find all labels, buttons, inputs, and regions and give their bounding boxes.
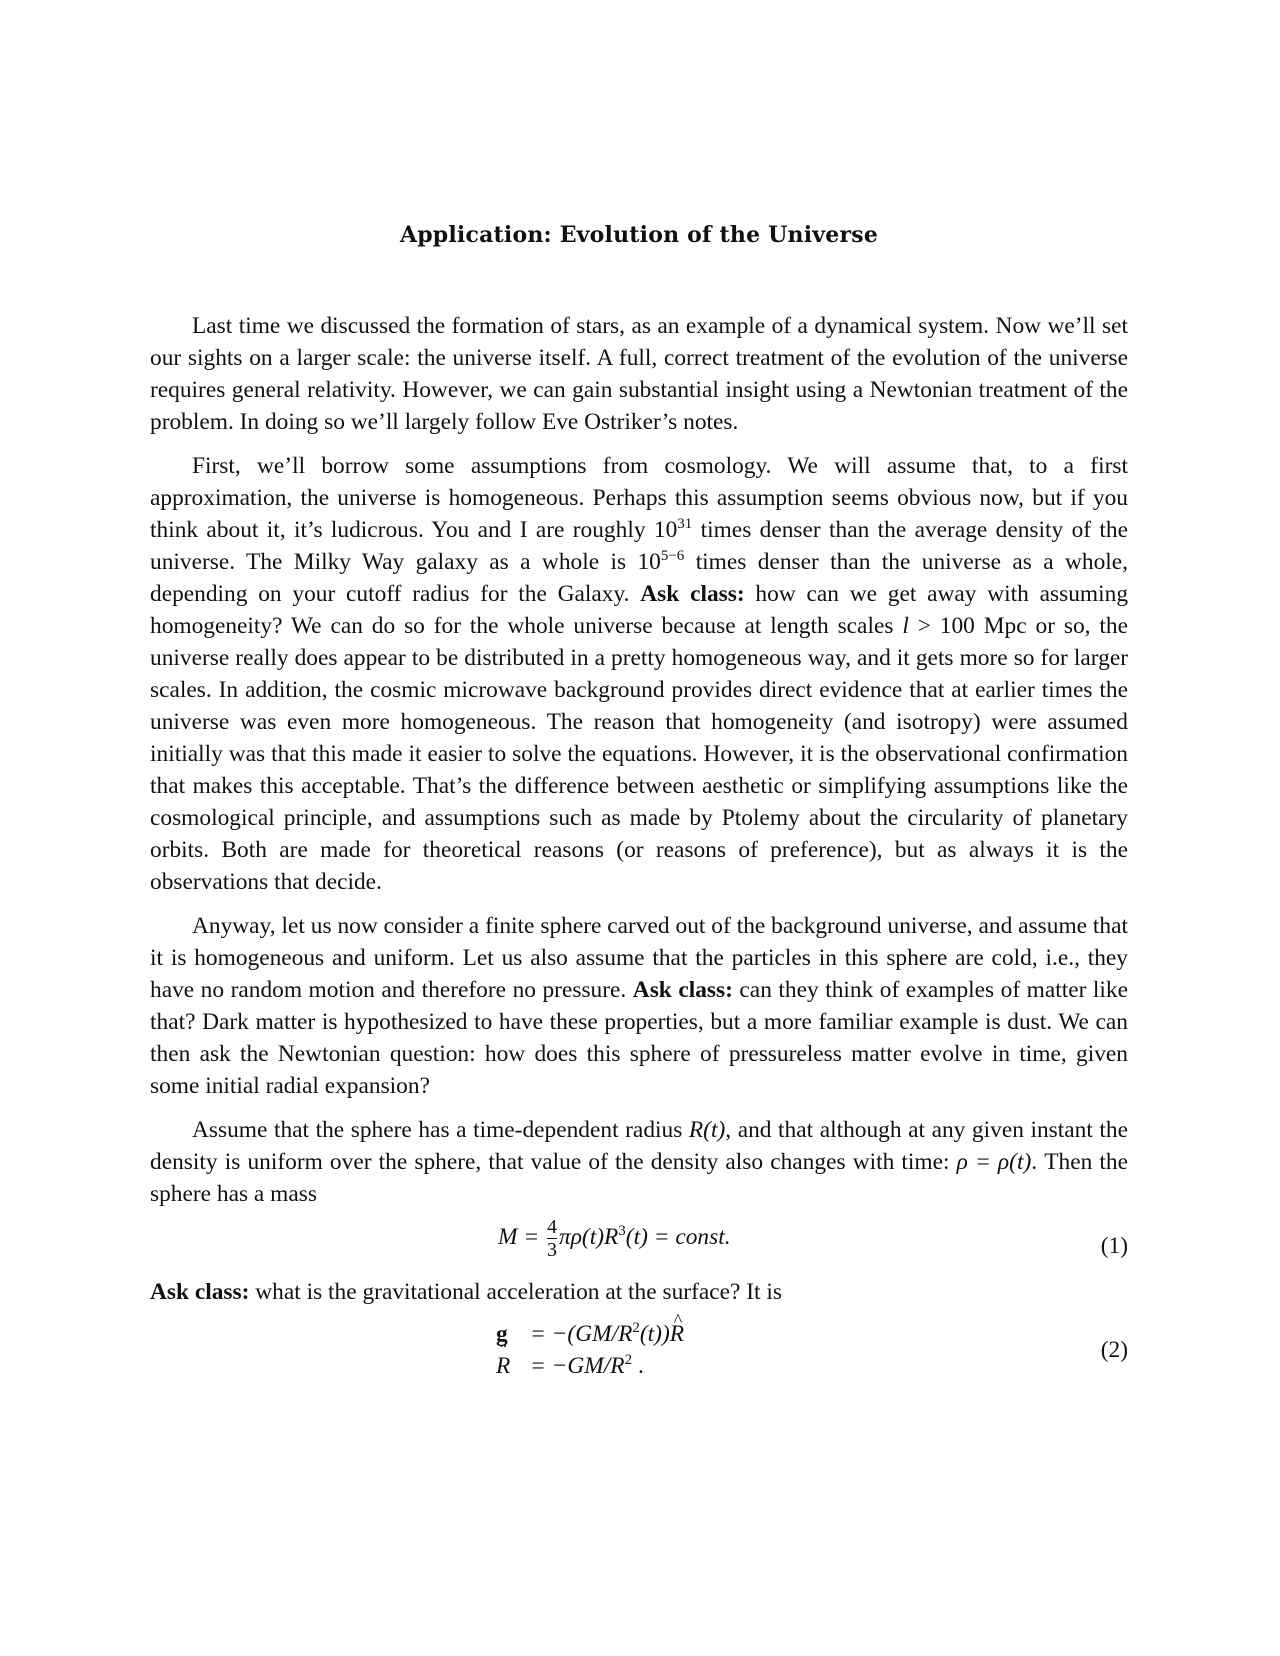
equation-1-rhs: πρ(t)R [558, 1223, 619, 1250]
paragraph-4-text-c: . Then the sphere has a mass [150, 1149, 1128, 1207]
paragraph-4 [150, 1114, 1128, 1210]
equation-1-tail: (t) = const. [625, 1223, 731, 1250]
paragraph-2-text-a: First, we’ll borrow some assumptions from cosmology. We will assume that, to a first approximation, the universe is homogeneous. Perhaps this assumption seems obvious now, but if you think about it, it’s ludicrous. You and I are roughly 10 [150, 453, 1128, 543]
fraction-four-thirds [547, 1216, 557, 1261]
equation-2-line-1 [496, 1318, 684, 1350]
exponent-31: 31 [677, 516, 693, 532]
document-page [150, 0, 1128, 1656]
equation-1-number: (1) [1100, 1233, 1128, 1259]
radial-unit-vector: ^ R [670, 1318, 684, 1350]
equation-2-line-2-rhs: = −GM/R [530, 1353, 625, 1379]
paragraph-2 [150, 450, 1128, 898]
paragraph-2-text-c: times denser than the universe as a whole, depending on your cutoff radius for the Galaxy. [150, 549, 1129, 607]
equation-2-line-1-exponent: 2 [632, 1320, 640, 1336]
equation-2 [150, 1312, 1128, 1386]
ask-class-label: Ask class: [150, 1279, 250, 1305]
exponent-5-6: 5−6 [660, 548, 685, 564]
equation-2-line-2-exponent: 2 [624, 1352, 633, 1368]
paragraph-4-text-a: Assume that the sphere has a time-dependent radius [192, 1117, 689, 1143]
equation-2-line-2 [496, 1350, 644, 1382]
paragraph-2-text-e: > 100 Mpc or so, the universe really does appear to be distributed in a pretty homogeneous way, and it gets more so for larger scales. In addition, the cosmic microwave background provides direct evidence that at earlier times the universe was even more homogeneous. The reason that homogeneity (and isotropy) were assumed initially was that this made it easier to solve the equations. However, it is the observational confirmation that makes this acceptable. That’s the difference between aesthetic or simplifying assumptions like the cosmological principle, and assumptions such as made by Ptolemy about the circularity of planetary orbits. Both are made for theoretical reasons (or reasons of preference), but as always it is the observations that decide. [150, 613, 1128, 895]
paragraph-2-text-d: how can we get away with assuming homogeneity? We can do so for the whole universe because at length scales [150, 581, 1129, 639]
radius-function: R(t) [688, 1117, 726, 1143]
fraction-numerator: 4 [546, 1216, 557, 1238]
equation-2-line-1-rhs-b: (t)) [639, 1321, 670, 1347]
ask-class-label: Ask class: [632, 977, 733, 1003]
length-variable: l [902, 613, 909, 639]
paragraph-3-text-a: Anyway, let us now consider a finite sphere carved out of the background universe, and assume that it is homogeneous and uniform. Let us also assume that the particles in this sphere are cold, i.e., they have no random motion and therefore no pressure. [150, 913, 1128, 1003]
paragraph-1-text: Last time we discussed the formation of stars, as an example of a dynamical system. Now we’ll set our sights on a larger scale: the universe itself. A full, correct treatment of the evolution of the universe requires general relativity. However, we can gain substantial insight using a Newtonian treatment of the problem. In doing so we’ll largely follow Eve Ostriker’s notes. [150, 313, 1128, 435]
equation-1-lhs: M = [498, 1223, 540, 1250]
paragraph-5 [150, 1276, 1128, 1308]
paragraph-2-text-b: times denser than the average density of the universe. The Milky Way galaxy as a whole is 10 [150, 517, 1128, 575]
fraction-denominator: 3 [546, 1239, 557, 1261]
gravity-vector: g [496, 1321, 508, 1347]
equation-2-line-2-tail: . [632, 1353, 644, 1379]
ask-class-label: Ask class: [640, 581, 745, 607]
paragraph-3-text-b: can they think of examples of matter like that? Dark matter is hypothesized to have these properties, but a more familiar example is dust. We can then ask the Newtonian question: how does this sphere of pressureless matter evolve in time, given some initial radial expansion? [150, 977, 1129, 1099]
body-text [150, 310, 1128, 1386]
equation-1 [150, 1212, 1128, 1276]
radial-acceleration: ¨ R [496, 1350, 510, 1382]
paragraph-4-text-b: , and that although at any given instant the density is uniform over the sphere, that value of the density also changes with time: [150, 1117, 1128, 1175]
page-title: Application: Evolution of the Universe [399, 222, 879, 248]
paragraph-1 [150, 310, 1128, 438]
equation-1-body [498, 1216, 731, 1261]
paragraph-3 [150, 910, 1128, 1102]
equation-1-exponent: 3 [618, 1222, 626, 1239]
density-function: ρ = ρ(t) [956, 1149, 1032, 1175]
paragraph-5-text: what is the gravitational acceleration at the surface? It is [249, 1279, 782, 1305]
equation-2-line-1-rhs: = −(GM/R [530, 1321, 633, 1347]
equation-2-number: (2) [1100, 1337, 1128, 1363]
